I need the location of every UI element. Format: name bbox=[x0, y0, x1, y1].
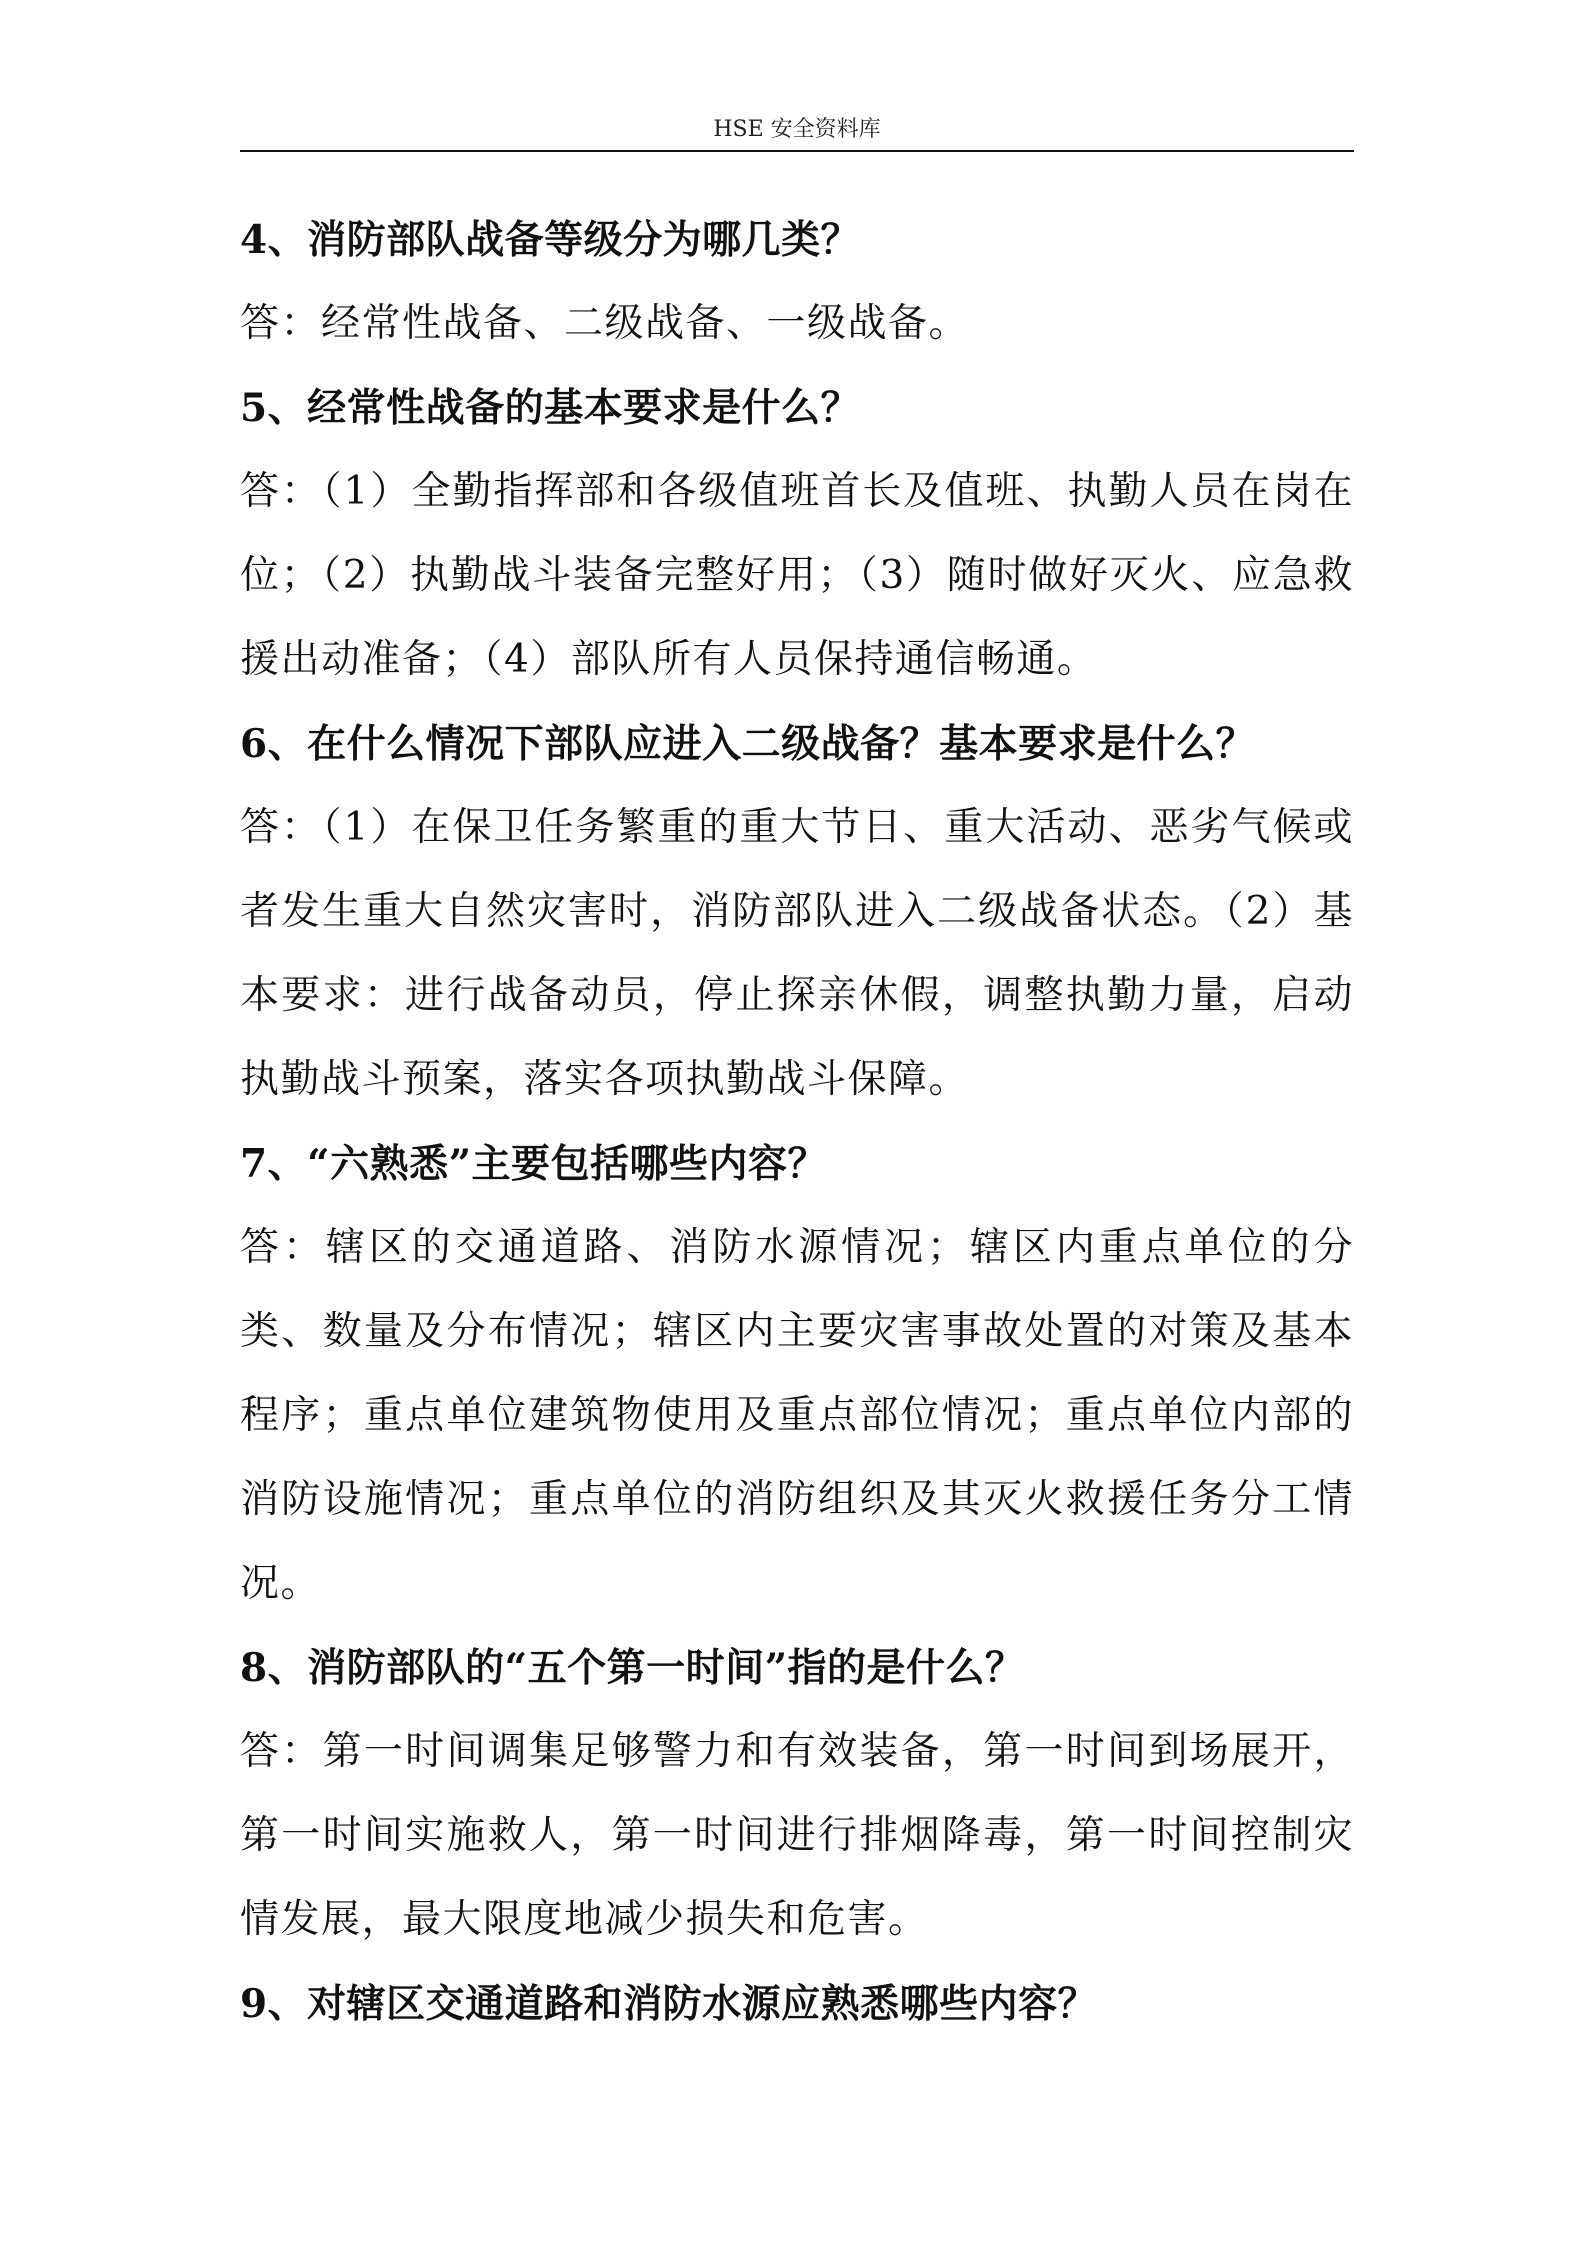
answer-8: 答：第一时间调集足够警力和有效装备，第一时间到场展开，第一时间实施救人，第一时间进行排烟降毒，第一时间控制灾情发展，最大限度地减少损失和危害。 bbox=[240, 1729, 1354, 1942]
question-4: 4、消防部队战备等级分为哪几类？ bbox=[240, 217, 861, 263]
answer-5: 答：（1）全勤指挥部和各级值班首长及值班、执勤人员在岗在位；（2）执勤战斗装备完整好用；（3）随时做好灭火、应急救援出动准备；（4）部队所有人员保持通信畅通。 bbox=[240, 469, 1354, 682]
answer-7: 答：辖区的交通道路、消防水源情况；辖区内重点单位的分类、数量及分布情况；辖区内主要灾害事故处置的对策及基本程序；重点单位建筑物使用及重点部位情况；重点单位内部的消防设施情况；重点单位的消防组织及其灭火救援任务分工情况。 bbox=[240, 1225, 1354, 1606]
question-9: 9、对辖区交通道路和消防水源应熟悉哪些内容？ bbox=[240, 1981, 1098, 2027]
question-8: 8、消防部队的“五个第一时间”指的是什么？ bbox=[240, 1645, 1025, 1691]
page-header bbox=[240, 110, 1354, 152]
header-title: HSE 安全资料库 bbox=[713, 117, 881, 142]
answer-6: 答：（1）在保卫任务繁重的重大节日、重大活动、恶劣气候或者发生重大自然灾害时，消防部队进入二级战备状态。（2）基本要求：进行战备动员，停止探亲休假，调整执勤力量，启动执勤战斗预案，落实各项执勤战斗保障。 bbox=[240, 805, 1354, 1102]
answer-4: 答：经常性战备、二级战备、一级战备。 bbox=[240, 301, 970, 346]
question-6: 6、在什么情况下部队应进入二级战备？基本要求是什么？ bbox=[240, 721, 1256, 767]
document-body bbox=[240, 198, 1354, 2046]
question-7: 7、“六熟悉”主要包括哪些内容？ bbox=[240, 1141, 828, 1187]
question-5: 5、经常性战备的基本要求是什么？ bbox=[240, 385, 861, 431]
